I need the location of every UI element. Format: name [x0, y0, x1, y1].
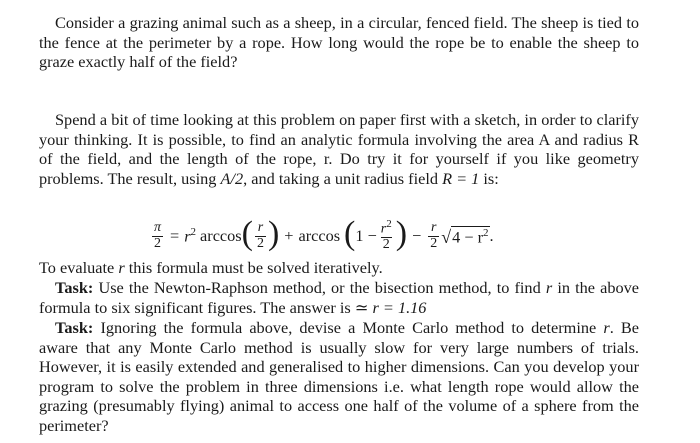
task-1-answer: ≃ r = 1.16: [354, 297, 427, 317]
formula-lhs-fraction: [152, 221, 163, 251]
formula-r-exponent: 2: [190, 225, 197, 238]
formula-r: r: [184, 226, 191, 246]
formula-minus: −: [412, 226, 422, 245]
formula-one-minus: 1 −: [355, 226, 377, 245]
paragraph-task-1: [39, 278, 639, 317]
area-formula: [150, 216, 494, 256]
formula-frac1-den: 2: [256, 235, 264, 251]
formula-frac3-num: r: [431, 219, 437, 235]
task-1-text-1: Use the Newton-Raphson method, or the bisection method, to find: [93, 278, 546, 297]
formula-frac2-r: r: [380, 221, 387, 237]
formula-two: 2: [154, 235, 161, 251]
formula-sqrt-text: 4 − r: [452, 227, 484, 247]
paragraph-task-2: [39, 318, 639, 436]
paragraph-problem-text: Consider a grazing animal such as a sheep, in a circular, fenced field. The sheep is tied to the fence at the perimeter by a rope. How long would the rope be to enable the sheep to graze exactly half of the field?: [39, 13, 639, 72]
formula-paren-close-2: ): [395, 215, 408, 252]
math-radius-equals-one: R = 1: [442, 168, 480, 188]
paragraph-instructions-text-2: , and taking a unit radius field: [243, 168, 443, 188]
math-r: r: [118, 258, 125, 277]
math-r: r: [545, 278, 553, 297]
paragraph-evaluate-text-1: To evaluate: [39, 258, 119, 277]
math-area-half: A/2: [220, 168, 244, 188]
formula-equals: =: [170, 226, 180, 245]
formula-square-root: [441, 224, 489, 247]
formula-paren-open-2: (: [344, 215, 356, 252]
task-1-label: Task:: [55, 278, 94, 297]
task-2-text-2: . Be aware that any Monte Carlo method is usually slow for very large numbers of trials. However, it is easily extended and generalised to higher dimensions. Can you develop your program to solve the problem in three dimensions i.e. what length rope would allow the grazing (presumably flying) animal to access one half of the volume of a sphere from the perimeter?: [39, 318, 639, 435]
formula-frac1-num: r: [257, 219, 264, 235]
formula-pi: π: [154, 219, 162, 235]
formula-plus: +: [284, 226, 294, 245]
formula-sqrt-exponent: 2: [483, 227, 489, 240]
task-2-text-1: Ignoring the formula above, devise a Monte Carlo method to determine: [93, 318, 604, 337]
formula-paren-close-1: ): [267, 215, 280, 252]
task-2-label: Task:: [55, 318, 94, 337]
formula-period: .: [489, 226, 494, 245]
paragraph-instructions-text-3: is:: [479, 168, 499, 188]
math-r: r: [603, 318, 610, 337]
paragraph-problem: [39, 13, 639, 72]
formula-frac3-den: 2: [430, 235, 438, 251]
formula-paren-open-1: (: [241, 215, 253, 252]
formula-frac2-num: [379, 219, 394, 237]
formula-arccos-1: arccos: [200, 226, 242, 245]
formula-frac2-exponent: 2: [386, 217, 392, 230]
formula-frac2-den: 2: [382, 237, 390, 253]
task-1-text-2: in the above formula to six significant figures. The answer is: [39, 278, 640, 317]
paragraph-instructions: [39, 110, 639, 188]
radical-sign-icon: √: [441, 226, 452, 247]
paragraph-evaluate: [39, 258, 639, 278]
formula-arccos-2: arccos: [298, 226, 341, 245]
formula-r-over-2-b: [428, 221, 439, 251]
paragraph-evaluate-text-2: this formula must be solved iteratively.: [124, 258, 383, 277]
formula-sqrt-content: [451, 226, 489, 247]
formula-r-squared: [184, 226, 196, 246]
paragraph-instructions-text-1: Spend a bit of time looking at this problem on paper first with a sketch, in order to clarify your thinking. It is possible, to find an analytic formula involving the area A and radius R of the field, and the length of the rope, r. Do try it for yourself if you like geometry problems. The result, using: [39, 110, 639, 188]
formula-r-squared-over-2: [379, 219, 394, 253]
formula-r-over-2: [255, 221, 266, 251]
